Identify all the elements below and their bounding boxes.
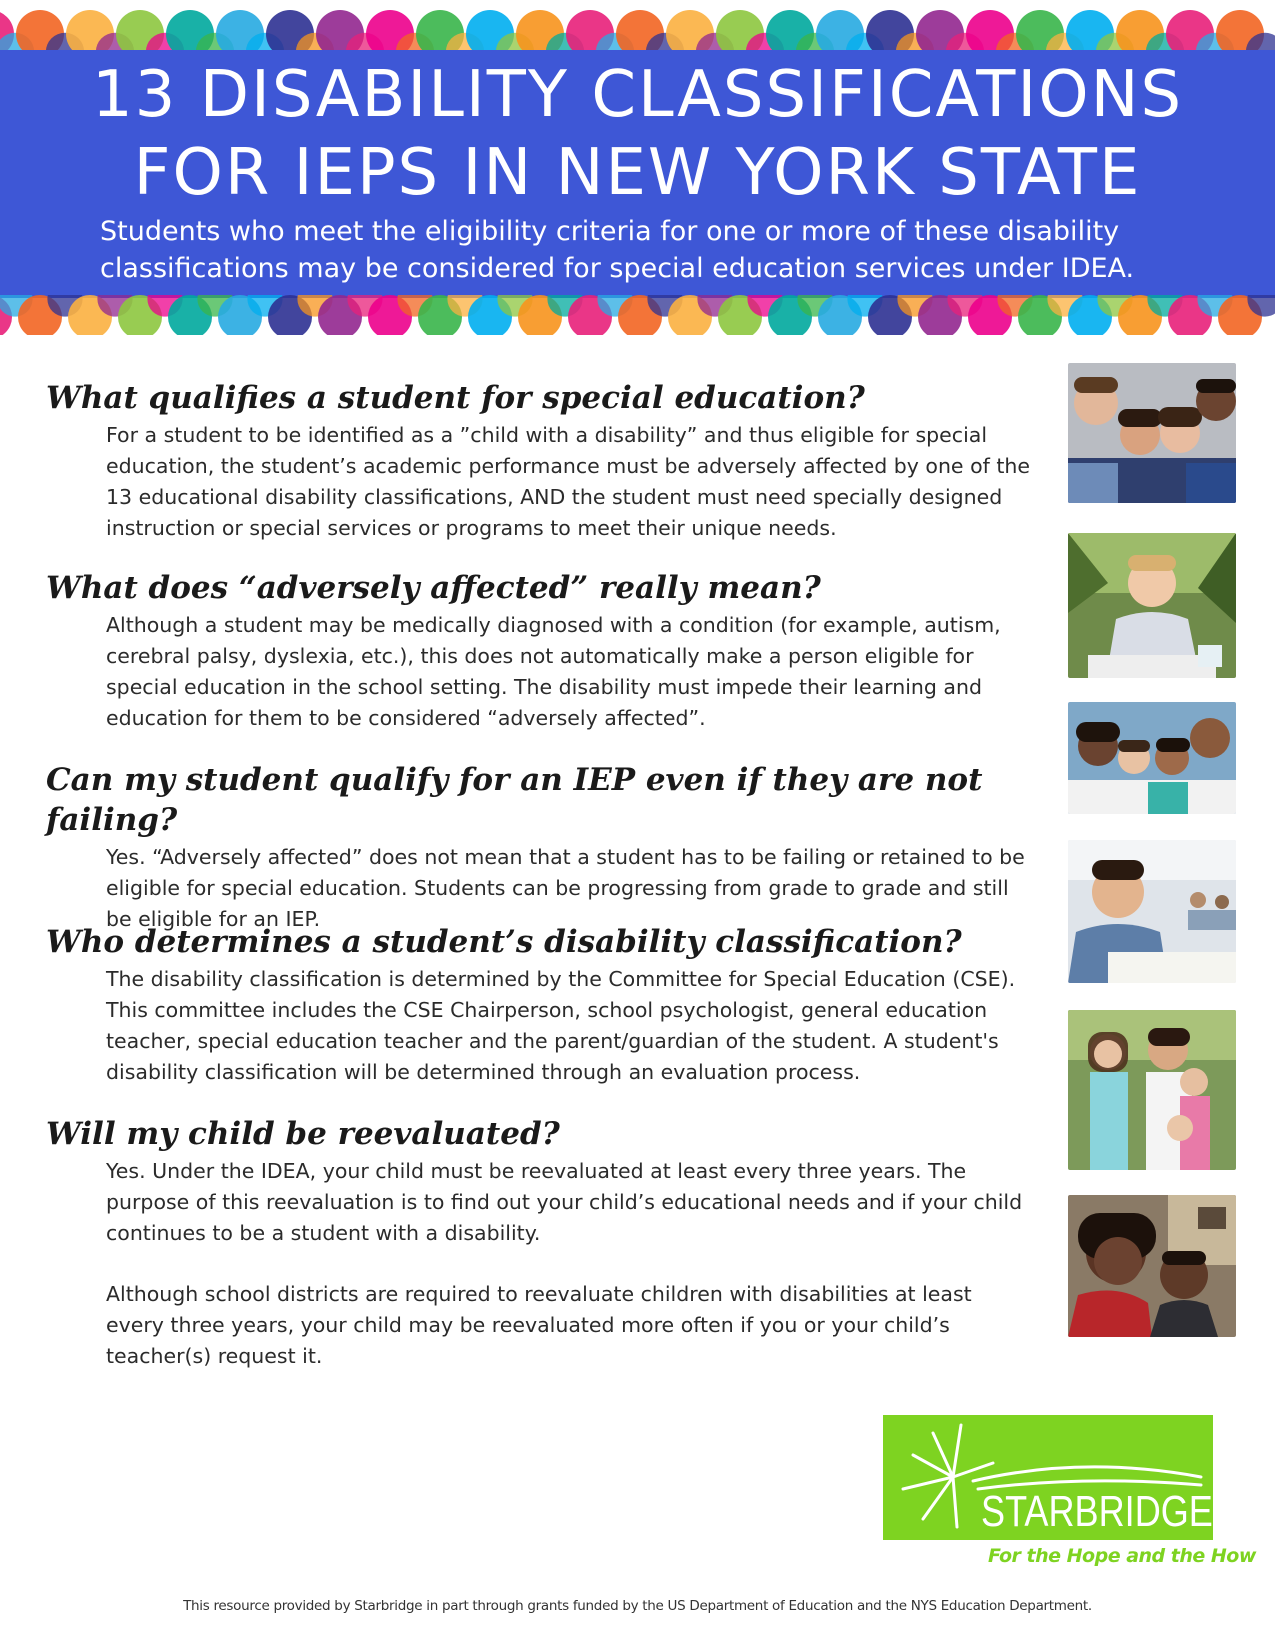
- photo-teen-group: [1068, 363, 1236, 503]
- header: [0, 0, 1275, 335]
- starbridge-logo: [883, 1415, 1213, 1540]
- photo-mother-daughters: [1068, 1010, 1236, 1170]
- decorative-dot-pattern-bottom: [0, 295, 1275, 335]
- section-question: Will my child be reevaluated?: [46, 1116, 560, 1152]
- section-answer: For a student to be identified as a ”child with a disability” and thus eligible for special education, the student’s academic performance must be adversely affected by one of the 13 educational disability classifications, AND the student must need specially designed instruction or special services or programs to meet their unique needs.: [106, 423, 1030, 540]
- section-not-failing: [46, 760, 1056, 935]
- section-reevaluated: [46, 1114, 1056, 1372]
- photo-mother-son: [1068, 1195, 1236, 1337]
- section-question: Who determines a student’s disability classification?: [46, 924, 962, 960]
- page-title-line-2: FOR IEPS IN NEW YORK STATE: [133, 136, 1142, 210]
- section-answer: Although a student may be medically diagnosed with a condition (for example, autism, cerebral palsy, dyslexia, etc.), this does not automatically make a person eligible for special education in the school setting. The disability must impede their learning and education for them to be considered “adversely affected”.: [106, 613, 1001, 730]
- section-answer: Yes. “Adversely affected” does not mean that a student has to be failing or retained to be eligible for special education. Students can be progressing from grade to grade and still be eligible for an IEP.: [106, 845, 1025, 931]
- section-qualifies: [46, 378, 1056, 544]
- section-question: What qualifies a student for special education?: [46, 380, 865, 416]
- photo-student-writing: [1068, 533, 1236, 678]
- section-adversely-affected: [46, 568, 1056, 734]
- page-subtitle: Students who meet the eligibility criteria for one or more of these disability classifications may be considered for special education services under IDEA.: [100, 216, 1135, 284]
- section-question: Can my student qualify for an IEP even if they are not failing?: [46, 762, 983, 838]
- photo-family-group: [1068, 702, 1236, 814]
- section-who-determines: [46, 922, 1056, 1088]
- photo-classroom-boy: [1068, 840, 1236, 983]
- page-title-line-1: 13 DISABILITY CLASSIFICATIONS: [91, 58, 1184, 132]
- section-question: What does “adversely affected” really mean?: [46, 570, 821, 606]
- logo-wordmark: STARBRIDGE: [981, 1487, 1213, 1536]
- footer-credit: This resource provided by Starbridge in part through grants funded by the US Department of Education and the NYS Education Department.: [183, 1598, 1092, 1614]
- section-answer: The disability classification is determined by the Committee for Special Education (CSE). This committee includes the CSE Chairperson, school psychologist, general education teacher, special education teacher and the parent/guardian of the student. A student's disability classification will be determined through an evaluation process.: [106, 967, 1016, 1084]
- section-answer: Although school districts are required to reevaluate children with disabilities at least every three years, your child may be reevaluated more often if you or your child’s teacher(s) request it.: [106, 1282, 972, 1368]
- logo-tagline: For the Hope and the How: [988, 1545, 1256, 1567]
- section-answer: Yes. Under the IDEA, your child must be reevaluated at least every three years. The purpose of this reevaluation is to find out your child’s educational needs and if your child continues to be a student with a disability.: [106, 1159, 1023, 1245]
